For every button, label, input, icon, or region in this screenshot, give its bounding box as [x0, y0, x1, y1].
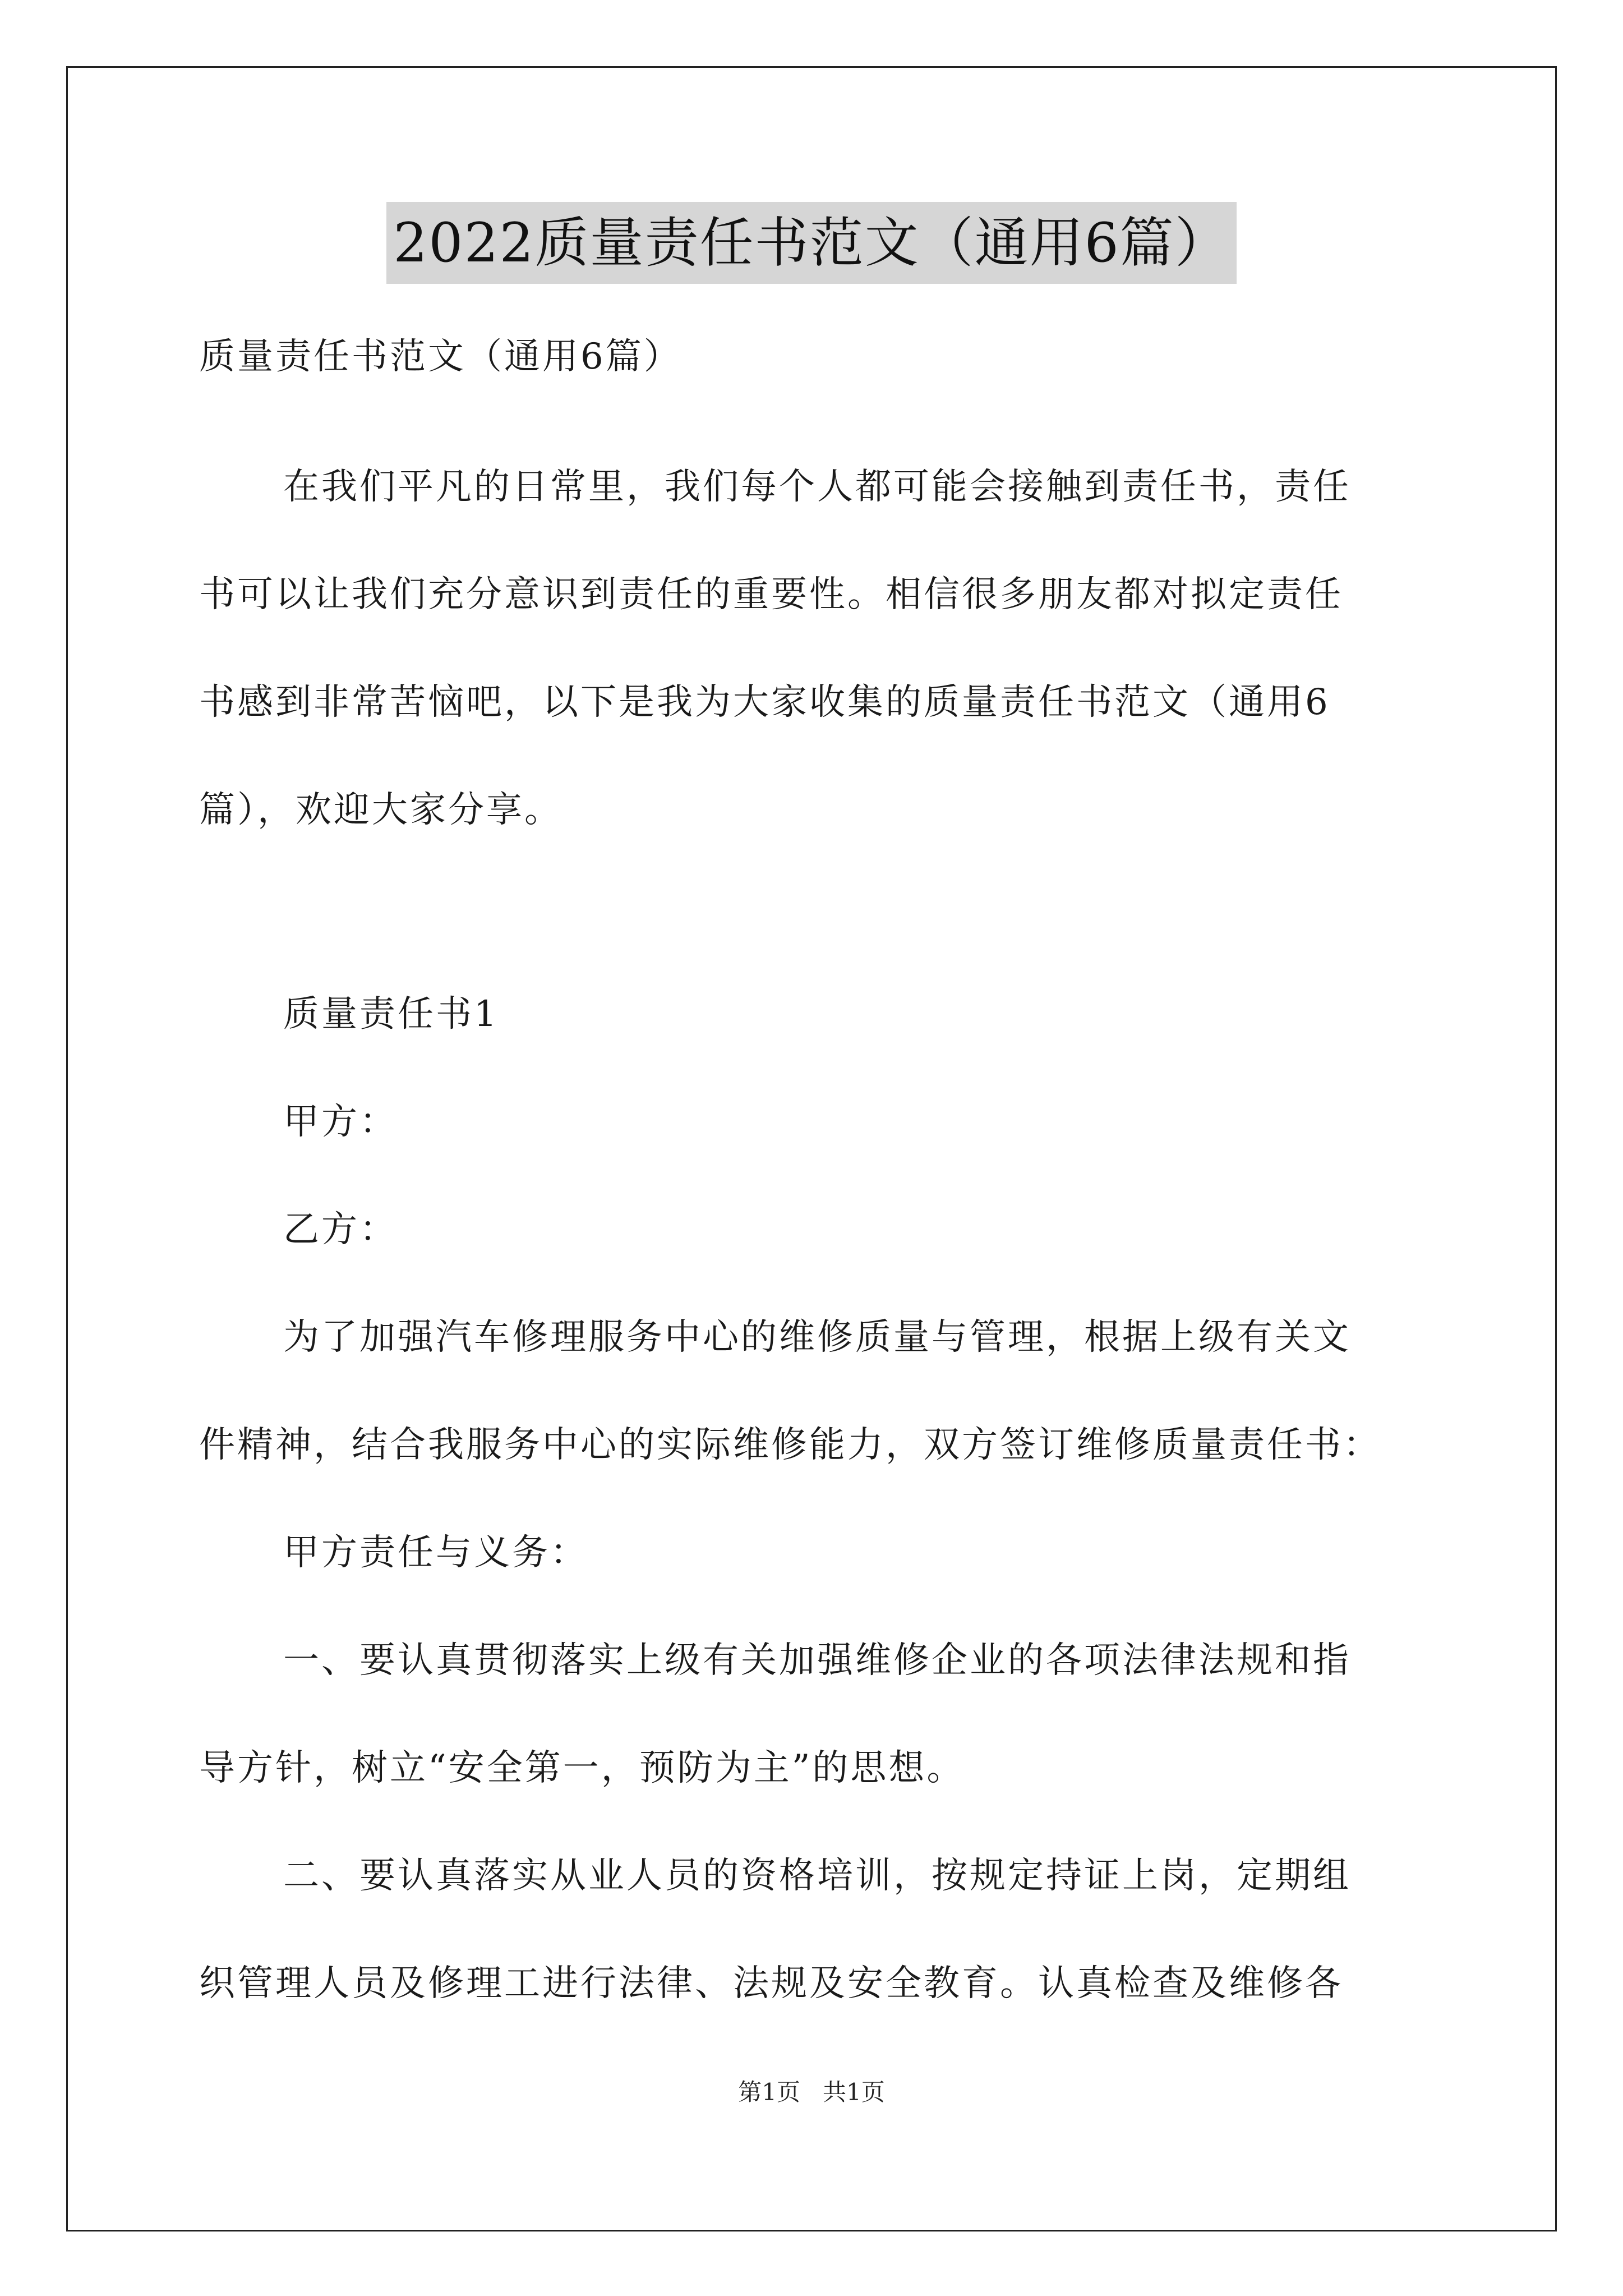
page-footer: [0, 2076, 1623, 2109]
page-number: 第1页: [738, 2078, 800, 2106]
paragraph-line: 件精神，结合我服务中心的实际维修能力，双方签订维修质量责任书：: [199, 1424, 1381, 1466]
paragraph-line: 为了加强汽车修理服务中心的维修质量与管理，根据上级有关文: [283, 1317, 1351, 1358]
party-a-line: 甲方：: [283, 1101, 398, 1143]
document-body: [199, 960, 1433, 2037]
paragraph-line: 二、要认真落实从业人员的资格培训，按规定持证上岗，定期组: [283, 1855, 1351, 1897]
page-total: 共1页: [823, 2078, 885, 2106]
paragraph-line: 导方针，树立“安全第一，预防为主”的思想。: [199, 1747, 965, 1789]
paragraph-line: 在我们平凡的日常里，我们每个人都可能会接触到责任书，责任: [283, 466, 1351, 508]
paragraph-line: 织管理人员及修理工进行法律、法规及安全教育。认真检查及维修各: [199, 1963, 1343, 2004]
document-subtitle: 质量责任书范文（通用6篇）: [199, 336, 682, 378]
subsection-heading: 甲方责任与义务：: [283, 1532, 588, 1573]
paragraph-line: 书可以让我们充分意识到责任的重要性。相信很多朋友都对拟定责任: [199, 574, 1343, 615]
party-b-line: 乙方：: [283, 1209, 398, 1250]
intro-paragraph: [199, 433, 1433, 864]
section-heading: 质量责任书1: [283, 993, 499, 1035]
paragraph-line: 书感到非常苦恼吧，以下是我为大家收集的质量责任书范文（通用6: [199, 682, 1330, 723]
paragraph-line: 一、要认真贯彻落实上级有关加强维修企业的各项法律法规和指: [283, 1640, 1351, 1681]
document-title: 2022质量责任书范文（通用6篇）: [386, 202, 1236, 284]
paragraph-line: 篇），欢迎大家分享。: [199, 789, 562, 831]
title-container: [0, 202, 1623, 284]
